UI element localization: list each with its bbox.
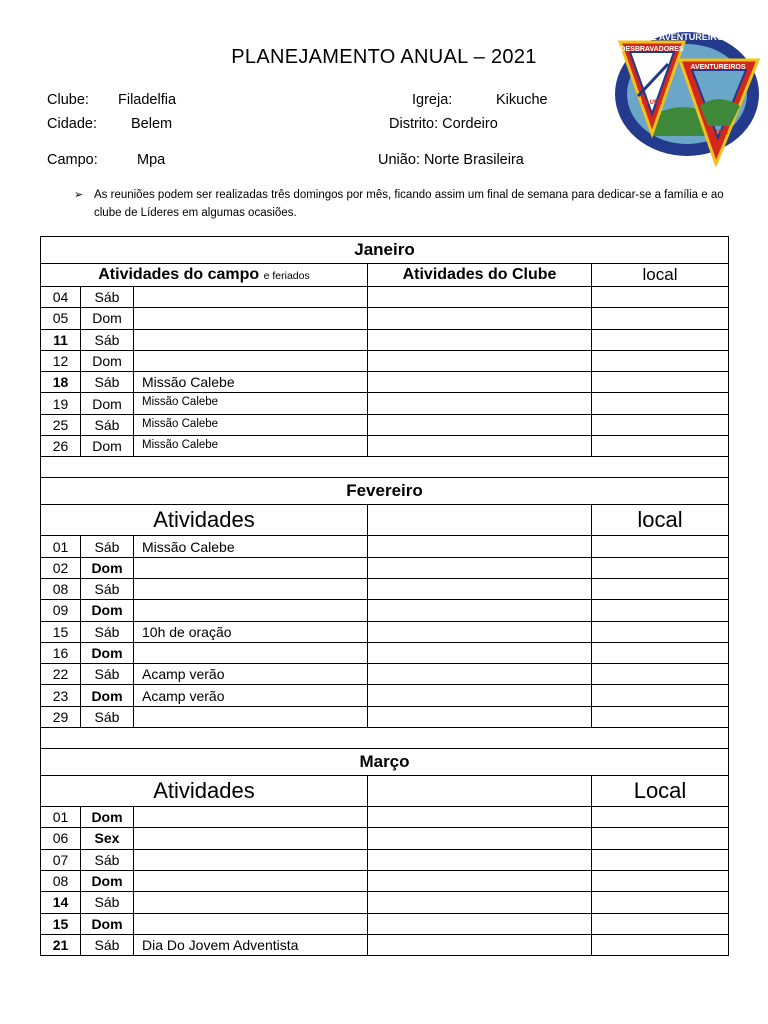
local-cell [592,828,729,849]
month-title-janeiro: Janeiro [41,237,729,264]
weekday-cell: Dom [81,350,134,371]
club-activity-cell [368,536,592,557]
weekday-cell: Sáb [81,664,134,685]
local-cell [592,329,729,350]
club-activity-cell [368,287,592,308]
day-cell: 01 [41,807,81,828]
header-local: Local [592,776,729,807]
local-cell [592,664,729,685]
fevereiro-rows [41,536,729,728]
weekday-cell: Sáb [81,372,134,393]
day-cell: 25 [41,414,81,435]
day-cell: 08 [41,870,81,891]
day-cell: 16 [41,642,81,663]
day-cell: 29 [41,706,81,727]
day-cell: 06 [41,828,81,849]
club-activity-cell [368,600,592,621]
club-activity-cell [368,828,592,849]
local-cell [592,621,729,642]
weekday-cell: Sáb [81,329,134,350]
arrow-bullet-icon: ➢ [74,189,84,201]
local-cell [592,913,729,934]
weekday-cell: Sex [81,828,134,849]
logo-desbravadores: DESBRAVADORES [620,46,684,53]
activity-cell [134,600,368,621]
clube-label: Clube: [47,92,89,108]
table-row [41,807,729,828]
activity-cell [134,706,368,727]
table-row [41,706,729,727]
club-activity-cell [368,706,592,727]
day-cell: 08 [41,578,81,599]
day-cell: 07 [41,849,81,870]
table-row [41,350,729,371]
activity-cell [134,870,368,891]
table-row [41,436,729,457]
campo-value: Mpa [137,152,166,168]
local-cell [592,308,729,329]
weekday-cell: Dom [81,870,134,891]
activity-cell: Acamp verão [134,685,368,706]
distrito-text: Distrito: Cordeiro [389,116,498,132]
activity-cell [134,308,368,329]
weekday-cell: Dom [81,600,134,621]
day-cell: 23 [41,685,81,706]
local-cell [592,578,729,599]
weekday-cell: Dom [81,308,134,329]
local-cell [592,287,729,308]
local-cell [592,706,729,727]
day-cell: 02 [41,557,81,578]
club-activity-cell [368,621,592,642]
cidade-value: Belem [131,116,173,132]
activity-cell [134,849,368,870]
table-row [41,621,729,642]
logo-clube-right: CLUBE [707,130,729,136]
club-activity-cell [368,414,592,435]
club-activity-cell [368,913,592,934]
table-row [41,685,729,706]
table-row [41,664,729,685]
day-cell: 12 [41,350,81,371]
weekday-cell: Sáb [81,849,134,870]
local-cell [592,642,729,663]
table-row [41,308,729,329]
local-cell [592,870,729,891]
table-row [41,870,729,891]
campo-label: Campo: [47,152,98,168]
header-atividades: Atividades [41,505,368,536]
day-cell: 19 [41,393,81,414]
weekday-cell: Sáb [81,536,134,557]
activity-cell: 10h de oração [134,621,368,642]
local-cell [592,436,729,457]
local-cell [592,600,729,621]
weekday-cell: Sáb [81,621,134,642]
local-cell [592,372,729,393]
header-atividades-clube: Atividades do Clube [368,264,592,287]
spacer-row [41,457,729,478]
local-cell [592,393,729,414]
marco-rows [41,807,729,956]
month-row-marco [41,749,729,776]
month-title-marco: Março [41,749,729,776]
club-activity-cell [368,849,592,870]
club-activity-cell [368,436,592,457]
local-cell [592,934,729,955]
header-empty [368,505,592,536]
club-activity-cell [368,329,592,350]
clube-value: Filadelfia [118,92,177,108]
day-cell: 15 [41,913,81,934]
header-atividades-campo: Atividades do campo e feriados [41,264,368,287]
weekday-cell: Dom [81,685,134,706]
club-activity-cell [368,664,592,685]
table-row [41,600,729,621]
table-row [41,393,729,414]
activity-cell [134,807,368,828]
weekday-cell: Dom [81,642,134,663]
activity-cell: Missão Calebe [134,414,368,435]
day-cell: 01 [41,536,81,557]
activity-cell [134,287,368,308]
club-activity-cell [368,372,592,393]
activity-cell: Missão Calebe [134,436,368,457]
page-title: PLANEJAMENTO ANUAL – 2021 [231,46,537,68]
table-row [41,642,729,663]
month-title-fevereiro: Fevereiro [41,478,729,505]
club-activity-cell [368,934,592,955]
header-atividades: Atividades [41,776,368,807]
activity-cell [134,329,368,350]
table-row [41,372,729,393]
activity-cell: Missão Calebe [134,393,368,414]
day-cell: 21 [41,934,81,955]
meeting-note-text: As reuniões podem ser realizadas três domingos por mês, ficando assim um final de semana para dedicar-se a família e ao clube de Líderes em algumas ocasiões. [94,189,724,219]
day-cell: 05 [41,308,81,329]
local-cell [592,557,729,578]
activity-cell: Acamp verão [134,664,368,685]
activity-cell [134,828,368,849]
weekday-cell: Sáb [81,706,134,727]
logo-top-text: DE AVENTUREIROS [644,32,730,42]
activity-cell: Missão Calebe [134,536,368,557]
activity-cell [134,892,368,913]
table-row [41,913,729,934]
cidade-label: Cidade: [47,116,97,132]
day-cell: 09 [41,600,81,621]
weekday-cell: Dom [81,436,134,457]
club-activity-cell [368,557,592,578]
header-local: local [592,264,729,287]
club-activity-cell [368,807,592,828]
table-row [41,329,729,350]
header-row-marco [41,776,729,807]
table-row [41,934,729,955]
activity-cell: Dia Do Jovem Adventista [134,934,368,955]
local-cell [592,685,729,706]
club-activity-cell [368,892,592,913]
igreja-label: Igreja: [412,92,453,108]
club-activity-cell [368,870,592,891]
local-cell [592,807,729,828]
weekday-cell: Sáb [81,934,134,955]
table-row [41,578,729,599]
header-local: local [592,505,729,536]
table-row [41,414,729,435]
logo-clube-left: CLUBE [641,100,663,106]
day-cell: 18 [41,372,81,393]
local-cell [592,849,729,870]
club-activity-cell [368,308,592,329]
club-activity-cell [368,350,592,371]
weekday-cell: Dom [81,807,134,828]
club-logo [612,26,762,166]
weekday-cell: Sáb [81,578,134,599]
club-activity-cell [368,642,592,663]
janeiro-rows [41,287,729,457]
day-cell: 22 [41,664,81,685]
club-activity-cell [368,578,592,599]
activity-cell [134,350,368,371]
weekday-cell: Dom [81,557,134,578]
header-empty [368,776,592,807]
day-cell: 11 [41,329,81,350]
local-cell [592,414,729,435]
table-row [41,892,729,913]
local-cell [592,892,729,913]
club-activity-cell [368,393,592,414]
activity-cell [134,642,368,663]
weekday-cell: Dom [81,913,134,934]
day-cell: 04 [41,287,81,308]
header-row-fevereiro [41,505,729,536]
weekday-cell: Sáb [81,414,134,435]
local-cell [592,350,729,371]
club-activity-cell [368,685,592,706]
logo-aventureiros: AVENTUREIROS [690,64,746,71]
month-row-janeiro [41,237,729,264]
igreja-value: Kikuche [496,92,548,108]
spacer-row [41,728,729,749]
uniao-text: União: Norte Brasileira [378,152,524,168]
table-row [41,849,729,870]
table-row [41,828,729,849]
activity-cell [134,913,368,934]
local-cell [592,536,729,557]
activity-cell [134,578,368,599]
day-cell: 14 [41,892,81,913]
day-cell: 15 [41,621,81,642]
table-row [41,287,729,308]
header-row-janeiro [41,264,729,287]
weekday-cell: Sáb [81,892,134,913]
weekday-cell: Sáb [81,287,134,308]
table-row [41,536,729,557]
activity-cell: Missão Calebe [134,372,368,393]
table-row [41,557,729,578]
day-cell: 26 [41,436,81,457]
weekday-cell: Dom [81,393,134,414]
month-row-fevereiro [41,478,729,505]
annual-plan-table [40,236,729,956]
activity-cell [134,557,368,578]
